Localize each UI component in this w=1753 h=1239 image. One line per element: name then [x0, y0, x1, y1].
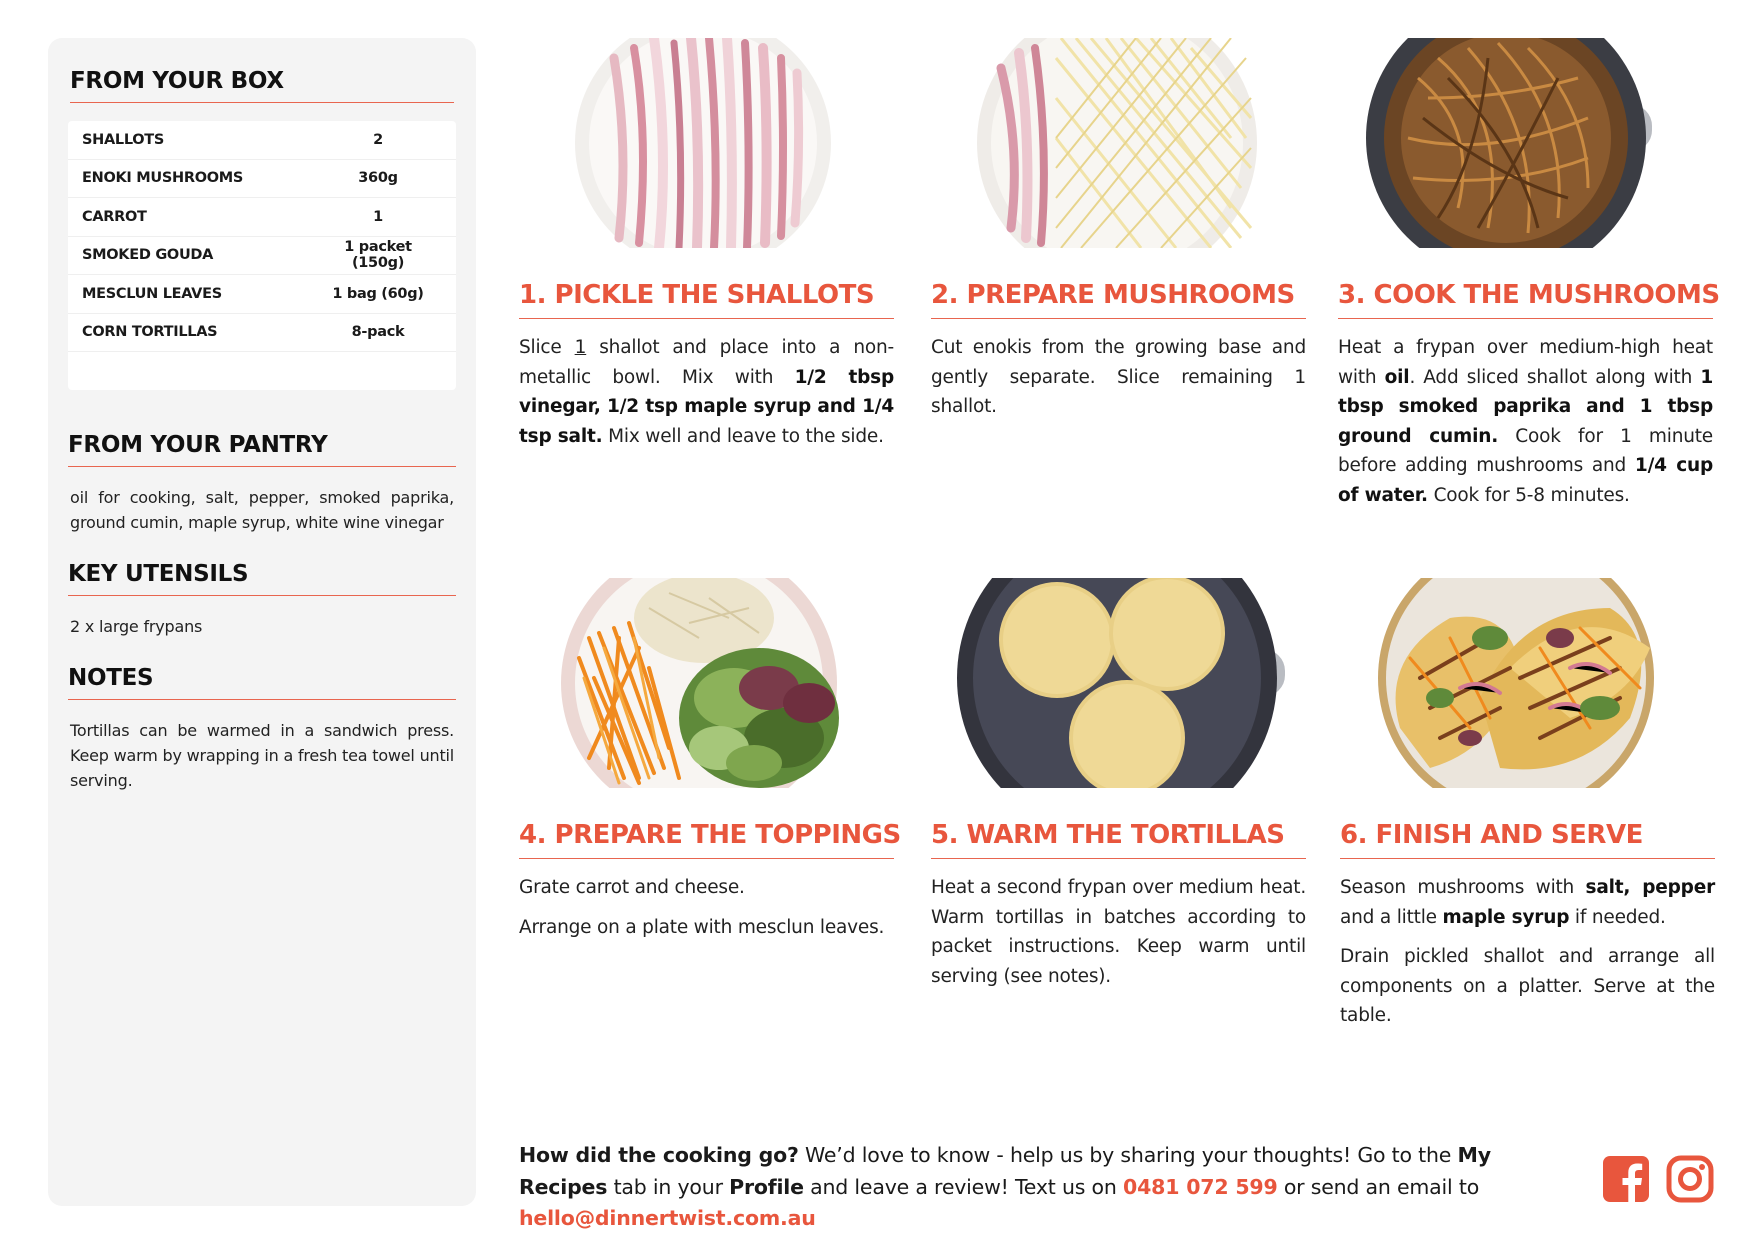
step-paragraph — [1338, 333, 1713, 510]
ingredient-name: SHALLOTS — [82, 131, 165, 148]
step-6-image — [1340, 578, 1715, 788]
notes-text: Tortillas can be warmed in a sandwich press. Keep warm by wrapping in a fresh tea towel until serving. — [70, 721, 455, 790]
phone-link[interactable]: 0481 072 599 — [1123, 1174, 1278, 1199]
text-run: Drain pickled shallot and arrange all components on a platter. Serve at the table. — [1340, 946, 1715, 1026]
step-5-title: 5. WARM THE TORTILLAS — [931, 820, 1306, 859]
footer-profile: Profile — [729, 1174, 804, 1199]
step-4-body — [519, 873, 894, 942]
step-paragraph — [519, 333, 894, 451]
step-paragraph — [931, 333, 1306, 422]
text-run: shallot and place into a non-metallic bowl. Mix with — [519, 337, 894, 388]
bold-text: maple syrup — [1442, 906, 1570, 928]
table-row — [68, 275, 456, 314]
instagram-icon[interactable] — [1666, 1155, 1714, 1203]
text-run: Cook for 1 minute before adding mushrooms and — [1338, 425, 1713, 476]
key-utensils-heading: KEY UTENSILS — [68, 561, 456, 596]
step-2-image — [931, 38, 1306, 248]
step-paragraph — [1340, 873, 1715, 932]
text-run: 1 — [574, 337, 587, 358]
step-paragraph — [519, 913, 894, 943]
text-run: Grate carrot and cheese. — [519, 877, 745, 898]
step-6-title: 6. FINISH AND SERVE — [1340, 820, 1715, 859]
ingredient-name: CORN TORTILLAS — [82, 324, 218, 341]
ingredient-name: ENOKI MUSHROOMS — [82, 170, 244, 187]
step-1 — [519, 38, 894, 451]
footer-question: How did the cooking go? — [519, 1143, 799, 1167]
step-4-title: 4. PREPARE THE TOPPINGS — [519, 820, 894, 859]
ingredients-table — [68, 121, 456, 390]
text-run: Arrange on a plate with mesclun leaves. — [519, 916, 885, 938]
ingredient-name: MESCLUN LEAVES — [82, 285, 222, 302]
step-3 — [1338, 38, 1720, 510]
bold-text: 1/2 tbsp vinegar, 1/2 tsp maple syrup and 1/4 tsp salt. — [519, 366, 894, 447]
step-5 — [931, 578, 1306, 991]
from-your-box-heading: FROM YOUR BOX — [70, 68, 454, 103]
step-paragraph — [1340, 942, 1715, 1031]
step-2 — [931, 38, 1306, 422]
step-3-body — [1338, 333, 1713, 510]
step-paragraph — [519, 873, 894, 903]
bold-text: 1/4 cup of water. — [1338, 455, 1713, 506]
step-3-image — [1338, 38, 1713, 248]
step-5-body — [931, 873, 1306, 991]
step-4-image — [519, 578, 894, 788]
feedback-footer — [519, 1140, 1559, 1235]
step-5-image — [931, 578, 1306, 788]
step-6 — [1340, 578, 1715, 1031]
text-run: Cut enokis from the growing base and gently separate. Slice remaining 1 shallot. — [931, 337, 1306, 417]
ingredient-qty: 1 bag (60g) — [332, 285, 424, 302]
footer-text-3: and leave a review! Text us on — [803, 1174, 1123, 1199]
step-3-title: 3. COOK THE MUSHROOMS — [1338, 280, 1713, 319]
table-row — [68, 314, 456, 353]
notes-heading: NOTES — [68, 665, 456, 700]
table-row — [68, 237, 456, 276]
ingredient-qty: 1 packet (150g) — [344, 239, 412, 272]
step-4 — [519, 578, 901, 942]
step-1-image — [519, 38, 894, 248]
step-6-body — [1340, 873, 1715, 1031]
step-1-title: 1. PICKLE THE SHALLOTS — [519, 280, 894, 319]
ingredient-qty: 1 — [373, 208, 383, 225]
email-link[interactable]: hello@dinnertwist.com.au — [519, 1206, 816, 1230]
step-2-title: 2. PREPARE MUSHROOMS — [931, 280, 1306, 319]
text-run: Season mushrooms with — [1340, 877, 1586, 898]
ingredient-name: SMOKED GOUDA — [82, 247, 214, 264]
text-run: . Add sliced shallot along with — [1409, 366, 1701, 388]
ingredient-name: CARROT — [82, 208, 147, 225]
bold-text: 1 tbsp smoked paprika and 1 tbsp ground cumin. — [1338, 366, 1713, 447]
bold-text: salt, pepper — [1585, 877, 1715, 898]
ingredient-qty: 8-pack — [351, 324, 405, 341]
text-run: Heat a frypan over medium-high heat with — [1338, 337, 1713, 388]
ingredient-qty: 360g — [358, 170, 398, 187]
bold-text: oil — [1384, 366, 1410, 388]
table-row — [68, 121, 456, 160]
step-paragraph — [931, 873, 1306, 991]
text-run: Cook for 5-8 minutes. — [1427, 484, 1630, 506]
text-run: and a little — [1340, 906, 1443, 928]
footer-text-2: tab in your — [607, 1174, 730, 1199]
from-your-pantry-heading: FROM YOUR PANTRY — [68, 432, 456, 467]
table-row — [68, 198, 456, 237]
utensils-text: 2 x large frypans — [70, 617, 203, 636]
footer-text-4: or send an email to — [1277, 1174, 1480, 1199]
facebook-icon[interactable] — [1602, 1155, 1650, 1203]
table-row — [68, 160, 456, 199]
text-run: Mix well and leave to the side. — [602, 425, 884, 447]
ingredient-qty: 2 — [373, 131, 383, 148]
text-run: Slice — [519, 337, 575, 358]
text-run: if needed. — [1569, 906, 1666, 928]
footer-my-recipes: My Recipes — [519, 1143, 1491, 1199]
step-1-body — [519, 333, 894, 451]
sidebar — [48, 38, 476, 1206]
text-run: Heat a second frypan over medium heat. Warm tortillas in batches according to packet instructions. Keep warm until serving (see notes). — [931, 877, 1306, 987]
step-2-body — [931, 333, 1306, 422]
footer-text-1: We’d love to know - help us by sharing your thoughts! Go to the — [798, 1143, 1458, 1167]
pantry-text: oil for cooking, salt, pepper, smoked paprika, ground cumin, maple syrup, white wine vinegar — [70, 488, 454, 532]
